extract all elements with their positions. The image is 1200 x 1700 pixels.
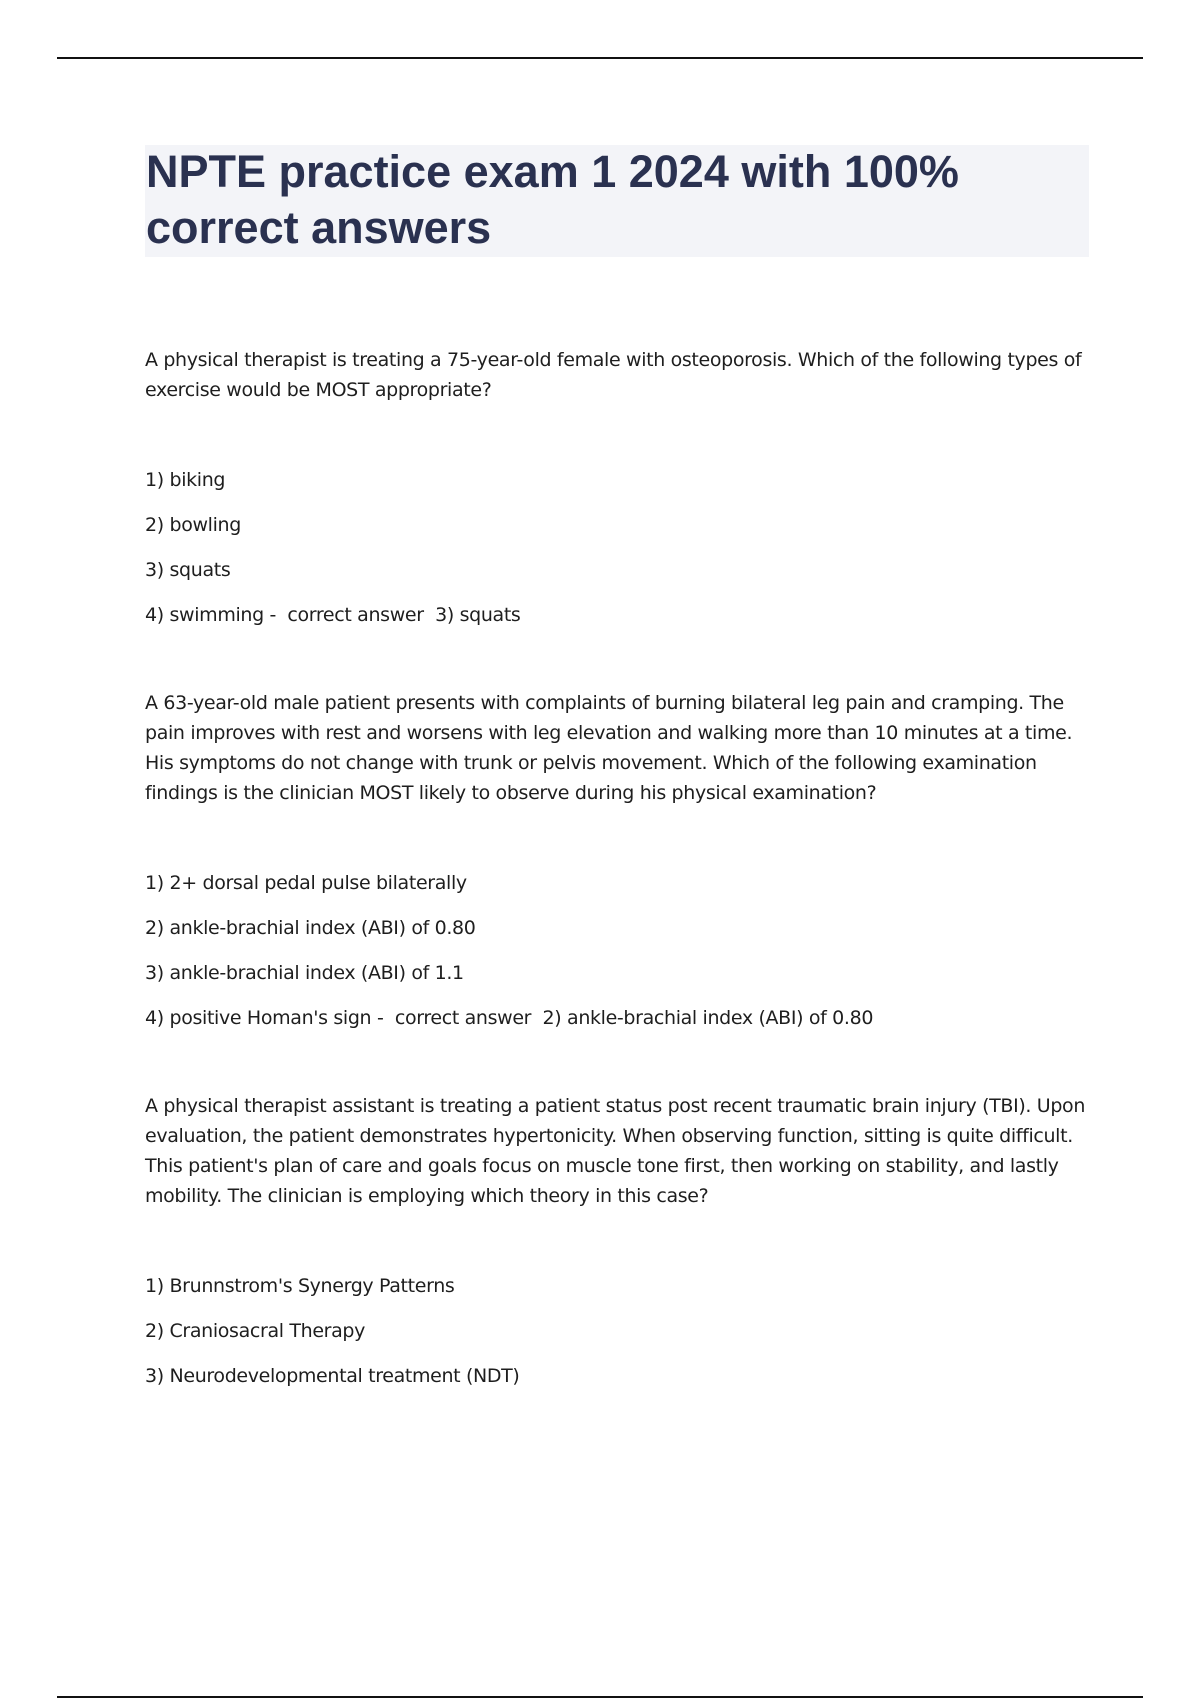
question-2-answer: 2) ankle-brachial index (ABI) of 0.80 <box>542 1007 874 1029</box>
document-body <box>145 345 1095 1449</box>
question-2-option-3: 3) ankle-brachial index (ABI) of 1.1 <box>145 962 464 984</box>
question-1-option-1: 1) biking <box>145 469 226 491</box>
question-1-stem: A physical therapist is treating a 75-year-old female with osteoporosis. Which of the following types of exercise would be MOST appropriate? <box>145 349 1082 401</box>
bottom-rule <box>57 1696 1143 1698</box>
question-2-options <box>145 868 1095 1033</box>
question-2-option-2: 2) ankle-brachial index (ABI) of 0.80 <box>145 917 476 939</box>
answer-label: correct answer <box>287 604 424 626</box>
question-2-option-4: 4) positive Homan's sign <box>145 1007 372 1029</box>
question-1-option-2: 2) bowling <box>145 514 241 536</box>
answer-separator: - <box>263 604 288 626</box>
question-2-option-4-with-answer <box>145 1003 1095 1033</box>
question-3-option-1: 1) Brunnstrom's Synergy Patterns <box>145 1275 455 1297</box>
top-rule <box>57 57 1143 59</box>
question-2-stem: A 63-year-old male patient presents with complaints of burning bilateral leg pain and cramping. The pain improves with rest and worsens with leg elevation and walking more than 10 minutes at a time. His symptoms do not change with trunk or pelvis movement. Which of the following examination findings is the clinician MOST likely to observe during his physical examination? <box>145 692 1073 804</box>
question-3-option-3: 3) Neurodevelopmental treatment (NDT) <box>145 1365 520 1387</box>
page-title: NPTE practice exam 1 2024 with 100% correct answers <box>146 146 959 253</box>
question-1-option-3: 3) squats <box>145 559 231 581</box>
question-3-stem: A physical therapist assistant is treating a patient status post recent traumatic brain injury (TBI). Upon evaluation, the patient demonstrates hypertonicity. When observing function, sitting is quite difficult. This patient's plan of care and goals focus on muscle tone first, then working on stability, and lastly mobility. The clinician is employing which theory in this case? <box>145 1095 1086 1207</box>
question-1-option-4-with-answer <box>145 600 1095 630</box>
answer-label: correct answer <box>394 1007 532 1029</box>
answer-separator: - <box>371 1007 395 1029</box>
question-1-answer: 3) squats <box>435 604 521 626</box>
question-1-options <box>145 465 1095 630</box>
question-3-option-2: 2) Craniosacral Therapy <box>145 1320 366 1342</box>
question-1-option-4: 4) swimming <box>145 604 264 626</box>
question-3-options <box>145 1271 1095 1391</box>
question-2-option-1: 1) 2+ dorsal pedal pulse bilaterally <box>145 872 467 894</box>
